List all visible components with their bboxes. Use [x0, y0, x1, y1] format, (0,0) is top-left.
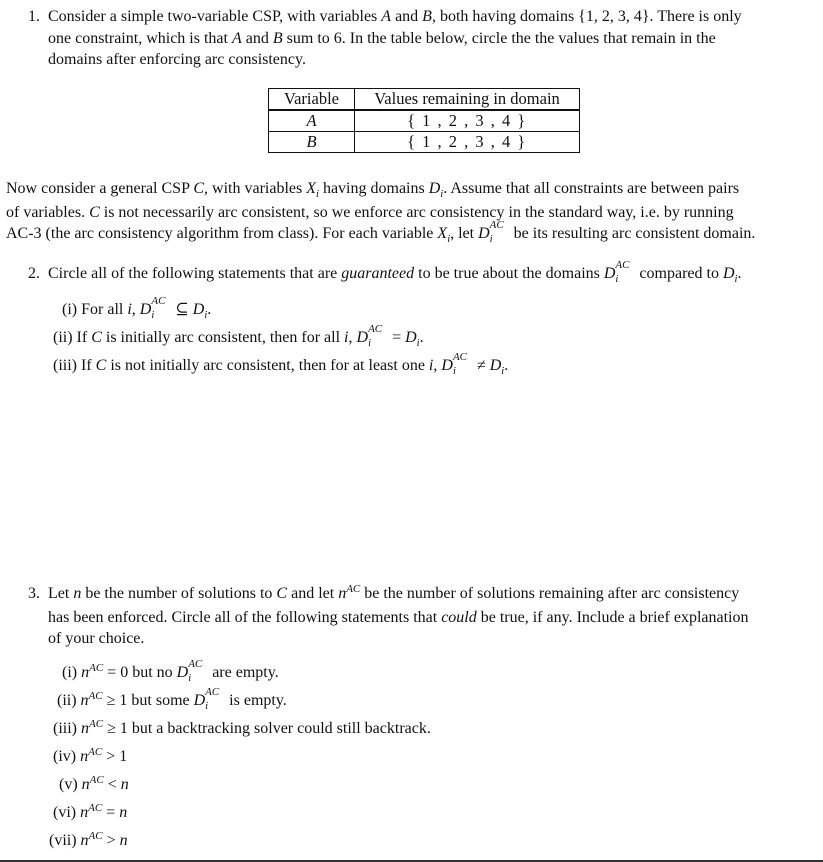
table-header-variable: Variable [269, 89, 355, 111]
question-1-text: Consider a simple two-variable CSP, with variables A and B, both having domains {1, 2, 3, 4}. There is only one constraint, which is that A and B sum to 6. In the table below, circle the the values that remain in the domains after enforcing arc consistency. [48, 8, 742, 68]
q2-option-i[interactable]: (i) For all i, D AC i ⊆ $D_i$. [62, 295, 212, 321]
table-cell-variable: A [269, 110, 355, 132]
q2-option-ii[interactable]: (ii) If C is initially arc consistent, then for all i, D AC i = $D_i$. [53, 323, 424, 349]
q3-option-iii[interactable]: (iii) $n^{AC} \ge 1$ but a backtracking solver could still backtrack. [53, 718, 431, 737]
table-row [269, 110, 580, 132]
table-row [269, 132, 580, 153]
table-cell-values[interactable]: { 1 , 2 , 3 , 4 } [355, 110, 580, 132]
question-1-number: 1. [28, 8, 40, 25]
table-cell-variable: B [269, 132, 355, 153]
q3-option-i[interactable]: (i) $n^{AC} = 0$ but no D AC i are empty. [62, 658, 279, 684]
question-3-number: 3. [28, 585, 40, 602]
domain-table [268, 88, 580, 153]
q3-option-ii[interactable]: (ii) $n^{AC} \ge 1$ but some D AC i is empty. [57, 686, 287, 712]
question-2-number: 2. [28, 265, 40, 282]
q3-option-iv[interactable]: (iv) $n^{AC} > 1$ [53, 746, 128, 765]
q3-option-v[interactable]: (v) $n^{AC} < n$ [59, 774, 129, 793]
general-csp-paragraph: Now consider a general CSP C, with variables $X_i$ having domains $D_i$. Assume that all constraints are between pairs of variables. C is not necessarily arc consistent, so we enforce arc consistency in the standard way, i.e. by running AC-3 (the arc consistency algorithm from class). For each variable $X_i$, let D AC i be its resulting arc consistent domain. [6, 180, 756, 245]
question-2-text: Circle all of the following statements that are guaranteed to be true about the domains D AC i compared to $D_i$. [48, 259, 742, 285]
q3-option-vii[interactable]: (vii) $n^{AC} > n$ [49, 830, 128, 849]
question-3-text: Let n be the number of solutions to C and let $n^{AC}$ be the number of solutions remaining after arc consistency has been enforced. Circle all of the following statements that could be true, if any. Include a brief explanation of your choice. [48, 583, 749, 647]
table-header-values: Values remaining in domain [355, 89, 580, 111]
table-cell-values[interactable]: { 1 , 2 , 3 , 4 } [355, 132, 580, 153]
q2-option-iii[interactable]: (iii) If C is not initially arc consistent, then for at least one i, D AC i ≠ $D_i$. [53, 351, 509, 377]
q3-option-vi[interactable]: (vi) $n^{AC} = n$ [53, 802, 128, 821]
